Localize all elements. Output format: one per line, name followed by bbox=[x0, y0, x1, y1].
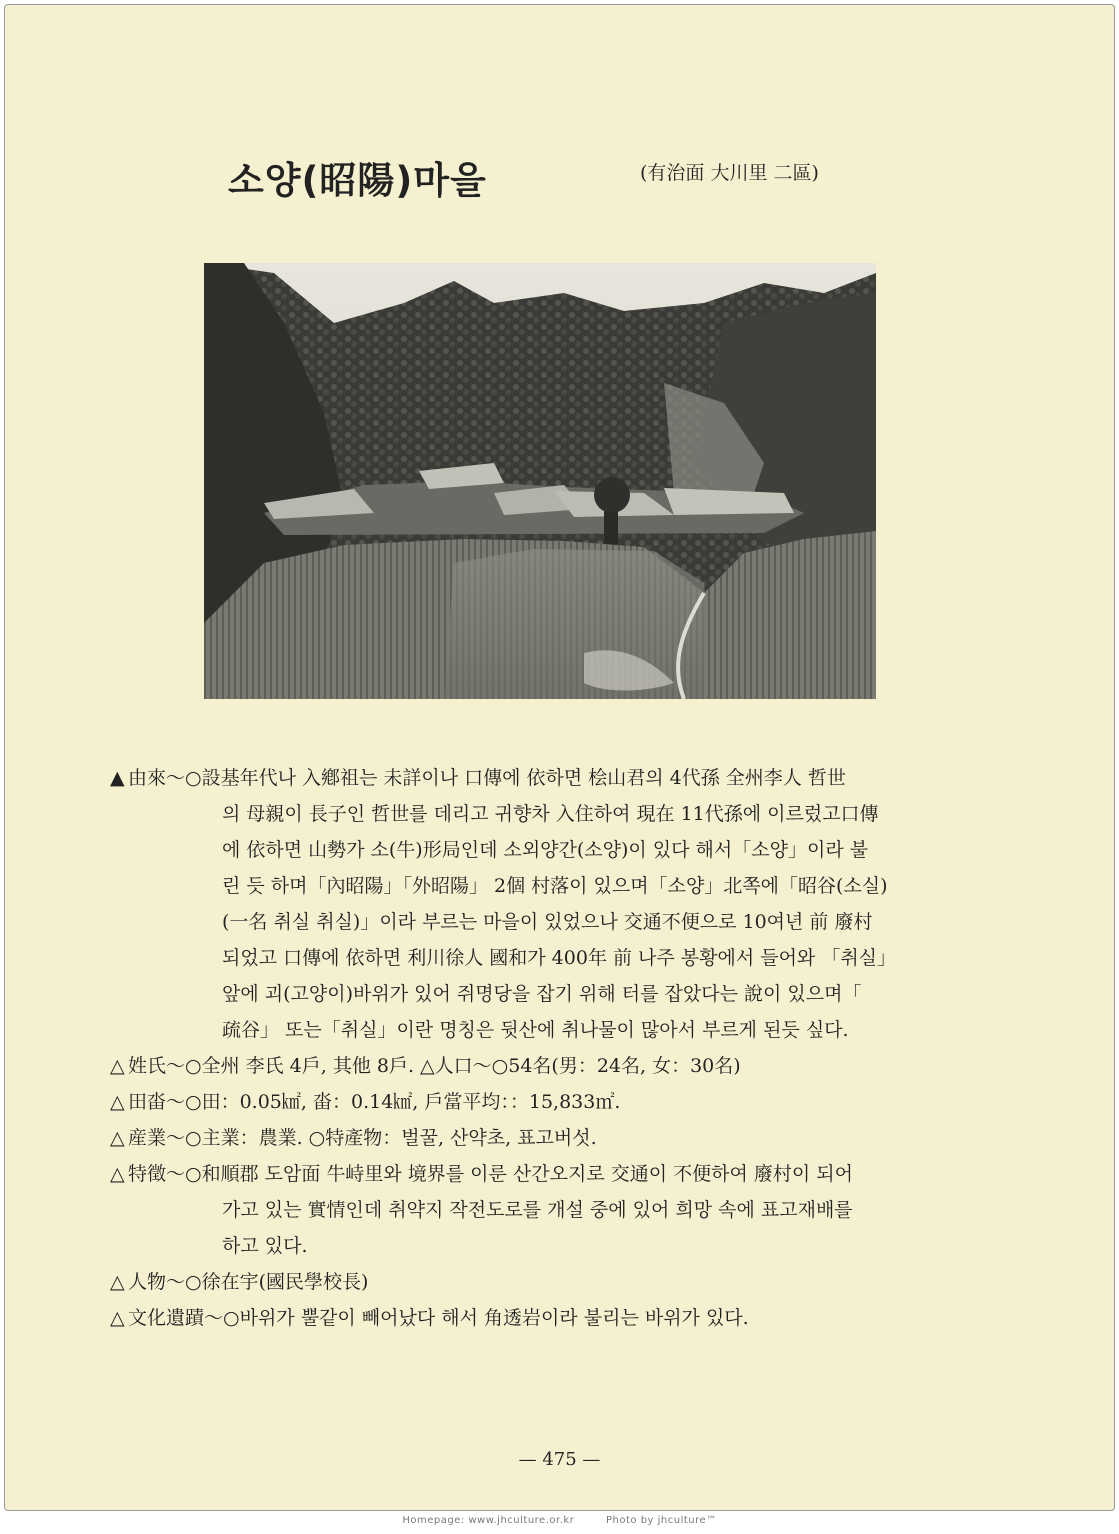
entry-label: 由來～○ bbox=[128, 767, 202, 789]
triangle-marker-icon: ▲ bbox=[110, 767, 125, 789]
entry-text: 全州 李氏 4戶, 其他 8戶. △人口～○54名(男：24名, 女：30名) bbox=[201, 1055, 741, 1077]
footer bbox=[0, 1515, 1119, 1526]
triangle-marker-icon: △ bbox=[110, 1271, 125, 1293]
entry-text: 設基年代나 入鄕祖는 未詳이나 口傳에 依하면 桧山君의 4代孫 全州李人 哲世 bbox=[201, 767, 846, 789]
entry-features bbox=[110, 1156, 1030, 1264]
entry-label: 人物～○ bbox=[128, 1271, 202, 1293]
entry-text: 바위가 뿔같이 빼어났다 해서 角透岩이라 불리는 바위가 있다. bbox=[239, 1307, 749, 1329]
entry-text: 主業：農業. ○特產物：벌꿀, 산약초, 표고버섯. bbox=[201, 1127, 597, 1149]
entry-line: 하고 있다. bbox=[222, 1235, 308, 1257]
entry-industry bbox=[110, 1120, 1030, 1156]
village-landscape-photo bbox=[204, 263, 876, 699]
entry-people bbox=[110, 1264, 1030, 1300]
village-description bbox=[110, 760, 1030, 1336]
footer-homepage[interactable]: Homepage: www.jhculture.or.kr bbox=[402, 1515, 575, 1526]
entry-text: 徐在宇(國民學校長) bbox=[201, 1271, 369, 1293]
entry-line: (一名 취실 취실)」이라 부르는 마을이 있었으나 交通不便으로 10여년 前 廢村 bbox=[222, 911, 873, 933]
triangle-marker-icon: △ bbox=[110, 1163, 125, 1185]
entry-text: 田：0.05㎢, 畓：0.14㎢, 戶當平均：：15,833㎡. bbox=[201, 1091, 621, 1113]
entry-line: 앞에 괴(고양이)바위가 있어 쥐명당을 잡기 위해 터를 잡았다는 說이 있으며「 bbox=[222, 983, 862, 1005]
entry-line: 疏谷」 또는「취실」이란 명칭은 뒷산에 취나물이 많아서 부르게 된듯 싶다. bbox=[222, 1019, 849, 1041]
entry-farmland bbox=[110, 1084, 1030, 1120]
page-title: 소양(昭陽)마을 bbox=[228, 159, 487, 202]
entry-label: 特徵～○ bbox=[128, 1163, 202, 1185]
entry-line: 린 듯 하며「內昭陽」「外昭陽」 2個 村落이 있으며「소양」北쪽에「昭谷(소실) bbox=[222, 875, 888, 897]
entry-line: 가고 있는 實情인데 취약지 작전도로를 개설 중에 있어 희망 속에 표고재배를 bbox=[222, 1199, 853, 1221]
location-subtitle: (有治面 大川里 二區) bbox=[640, 162, 819, 184]
footer-photo-credit: Photo by jhculture™ bbox=[605, 1515, 717, 1526]
entry-surname bbox=[110, 1048, 1030, 1084]
entry-line: 되었고 口傳에 依하면 利川徐人 國和가 400年 前 나주 봉황에서 들어와 「취실」 bbox=[222, 947, 897, 969]
entry-cultural-heritage bbox=[110, 1300, 1030, 1336]
entry-label: 田畓～○ bbox=[128, 1091, 202, 1113]
entry-line: 에 依하면 山勢가 소(牛)形局인데 소외양간(소양)이 있다 해서「소양」이라 불 bbox=[222, 839, 869, 861]
entry-label: 産業～○ bbox=[128, 1127, 202, 1149]
entry-label: 文化遺蹟～○ bbox=[128, 1307, 240, 1329]
entry-line: 의 母親이 長子인 哲世를 데리고 귀향차 入住하여 現在 11代孫에 이르렀고口傳 bbox=[222, 803, 879, 825]
entry-origin bbox=[110, 760, 1030, 1048]
triangle-marker-icon: △ bbox=[110, 1091, 125, 1113]
entry-label: 姓氏～○ bbox=[128, 1055, 202, 1077]
entry-text: 和順郡 도암面 牛峙里와 境界를 이룬 산간오지로 交通이 不便하여 廢村이 되어 bbox=[201, 1163, 853, 1185]
triangle-marker-icon: △ bbox=[110, 1127, 125, 1149]
triangle-marker-icon: △ bbox=[110, 1307, 125, 1329]
page-number: — 475 — bbox=[518, 1449, 601, 1470]
triangle-marker-icon: △ bbox=[110, 1055, 125, 1077]
